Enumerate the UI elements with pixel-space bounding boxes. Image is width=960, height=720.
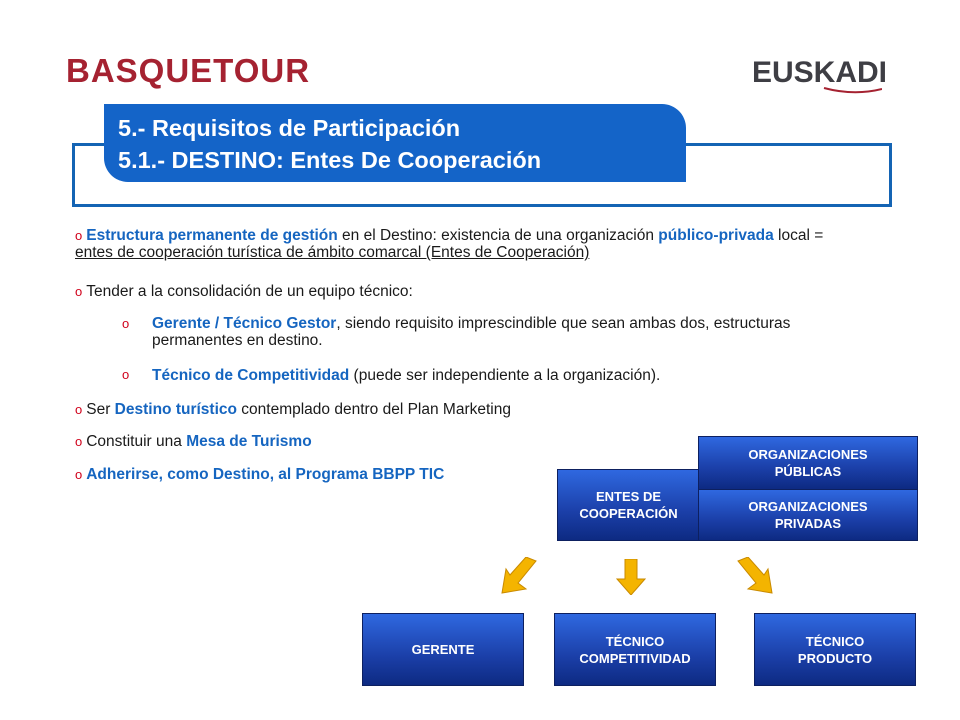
bullet-marker: o xyxy=(75,228,83,243)
entes-line-2: COOPERACIÓN xyxy=(579,506,678,521)
entes-cooperacion-box xyxy=(557,469,700,541)
org-pub-line-2: PÚBLICAS xyxy=(774,464,842,479)
euskadi-swoosh-icon xyxy=(754,86,882,96)
highlight-destino-turistico: Destino turístico xyxy=(114,401,237,418)
bullet-marker: o xyxy=(122,367,130,382)
text: Tender a la consolidación de un equipo técnico: xyxy=(86,283,413,300)
gerente-box xyxy=(362,613,524,686)
highlight-estructura: Estructura permanente de gestión xyxy=(86,227,338,244)
gerente-label: GERENTE xyxy=(411,642,475,657)
title-line-2: 5.1.- DESTINO: Entes De Cooperación xyxy=(118,147,542,173)
highlight-publico-privada: público-privada xyxy=(658,227,774,244)
euskadi-logo xyxy=(752,56,887,90)
text: local = xyxy=(773,227,824,244)
highlight-gerente: Gerente / Técnico Gestor xyxy=(152,315,337,332)
org-privadas-box xyxy=(698,489,918,541)
highlight-adherirse: Adherirse, como Destino, al Programa BBPP TIC xyxy=(86,466,445,483)
bullet-mesa xyxy=(75,433,312,451)
arrow-down-left-icon xyxy=(500,557,540,595)
text: , siendo requisito imprescindible que sean ambas dos, estructuras permanentes en destino. xyxy=(152,315,791,349)
tecnico-producto-box xyxy=(754,613,916,686)
text: en el Destino: existencia de una organización xyxy=(337,227,659,244)
text: (puede ser independiente a la organización). xyxy=(349,367,661,384)
highlight-mesa-turismo: Mesa de Turismo xyxy=(186,433,312,450)
org-priv-line-1: ORGANIZACIONES xyxy=(748,499,868,514)
tec-comp-line-1: TÉCNICO xyxy=(605,633,665,649)
bullet-destino xyxy=(75,401,511,419)
arrow-down-right-icon xyxy=(734,557,774,595)
org-pub-line-1: ORGANIZACIONES xyxy=(748,447,868,462)
text: contemplado dentro del Plan Marketing xyxy=(236,401,511,418)
bullet-marker: o xyxy=(75,402,83,417)
text: Constituir una xyxy=(86,433,187,450)
title-tab xyxy=(104,104,686,182)
bullet-marker: o xyxy=(75,467,83,482)
bullet-marker: o xyxy=(122,316,130,331)
entes-line-1: ENTES DE xyxy=(595,489,661,504)
underlined-entes: entes de cooperación turística de ámbito comarcal (Entes de Cooperación) xyxy=(75,244,590,261)
bullet-tender xyxy=(75,283,413,301)
basquetour-logo: BASQUETOUR xyxy=(66,52,311,89)
sub-bullet-gerente xyxy=(122,315,842,349)
tec-prod-line-1: TÉCNICO xyxy=(805,633,865,649)
org-publicas-box xyxy=(698,436,918,490)
arrow-down-icon xyxy=(616,559,646,595)
bullet-estructura xyxy=(75,227,865,261)
euskadi-logo-text: EUSKADI xyxy=(752,56,888,89)
title-line-1: 5.- Requisitos de Participación xyxy=(118,115,461,141)
text: Ser xyxy=(86,401,115,418)
bullet-marker: o xyxy=(75,434,83,449)
tec-prod-line-2: PRODUCTO xyxy=(797,650,873,666)
sub-bullet-tecnico xyxy=(122,367,842,385)
org-priv-line-2: PRIVADAS xyxy=(774,516,842,531)
tec-comp-line-2: COMPETITIVIDAD xyxy=(579,650,691,666)
tecnico-competitividad-box xyxy=(554,613,716,686)
bullet-marker: o xyxy=(75,284,83,299)
highlight-tecnico-competitividad: Técnico de Competitividad xyxy=(152,367,350,384)
bullet-adherirse xyxy=(75,466,444,484)
